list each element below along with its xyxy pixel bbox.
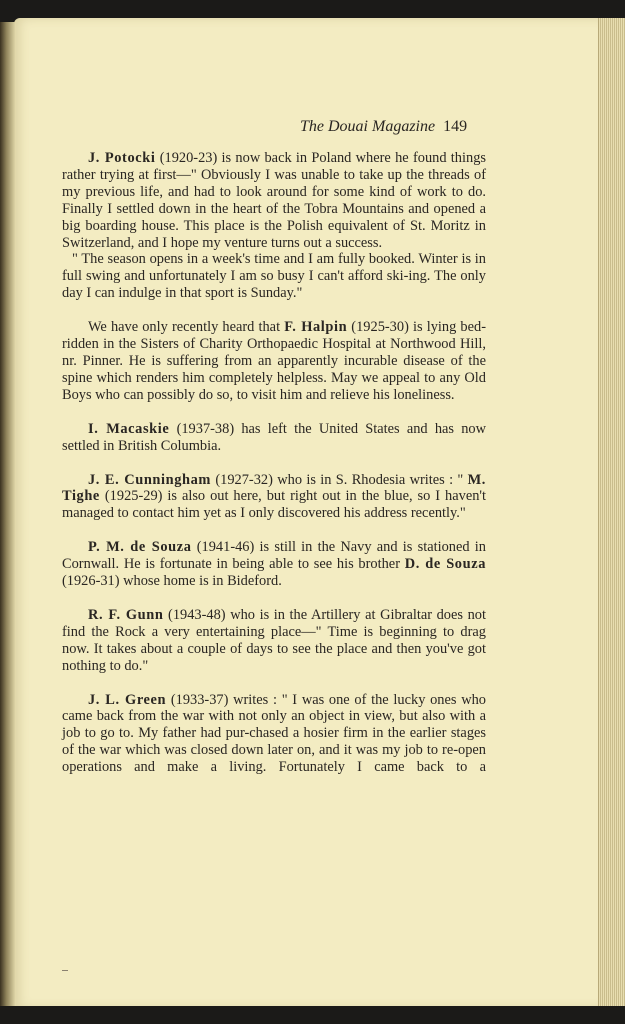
person-name: I. Macaskie (88, 420, 170, 437)
person-name: M. Tighe (62, 471, 486, 505)
paragraph-text: (1943-48) who is in the Artillery at Gibraltar does not find the Rock a very entertaining place—" Time is beginning to drag now. It takes about a couple of days to see the place and then you've got nothing to do." (62, 606, 486, 674)
paragraph-text: (1937-38) has left the United States and has now settled in British Columbia. (62, 420, 486, 454)
paragraph-halpin (62, 319, 486, 404)
bottom-background (0, 1006, 625, 1024)
paragraph-cunningham (62, 472, 486, 523)
paragraph-text: (1920-23) is now back in Poland where he found things rather trying at first—" Obviously I was unable to take up the threads of my previous life, and had to look around for some kind of work to do. Finally I settled down in the heart of the Tobra Mountains and opened a big boarding house. This place is the Polish equivalent of St. Moritz in Switzerland, and I hope my venture turns out a success. (62, 150, 486, 251)
paragraph-text: (1927-32) who is in S. Rhodesia writes : " (211, 471, 468, 488)
paragraph-potocki-continued (62, 251, 486, 302)
article-body (62, 150, 486, 793)
paragraph-green (62, 692, 486, 777)
person-name: R. F. Gunn (88, 606, 164, 623)
person-name: P. M. de Souza (88, 539, 192, 556)
paragraph-text: (1926-31) whose home is in Bideford. (62, 573, 282, 590)
paragraph-text: (1925-29) is also out here, but right out in the blue, so I haven't managed to contact him yet as I only discovered his address recently." (62, 488, 486, 522)
person-name: J. Potocki (88, 150, 156, 166)
page-left-edge-shadow (0, 22, 16, 1007)
person-name: J. E. Cunningham (88, 471, 212, 488)
paragraph-text: (1933-37) writes : " I was one of the lucky ones who came back from the war with not only an object in view, but also with a job to go to. My father had pur-chased a hosier firm in the earlier stages of the war which was closed down later on, and it was my job to re-open operations and make a living. Fortunately I came back to a (62, 691, 486, 776)
page-speck (62, 970, 68, 971)
page-stack-edge (598, 18, 625, 1008)
person-name: J. L. Green (88, 691, 167, 708)
paragraph-de-souza (62, 539, 486, 590)
paragraph-potocki (62, 150, 486, 251)
paragraph-text: (1925-30) is lying bed-ridden in the Sisters of Charity Orthopaedic Hospital at Northwood Hill, nr. Pinner. He is suffering from an apparently incurable disease of the spine which renders him completely helpless. May we appeal to any Old Boys who can possibly do so, to visit him and relieve his loneliness. (62, 319, 486, 403)
paragraph-macaskie (62, 421, 486, 455)
paragraph-text: We have only recently heard that (88, 319, 285, 336)
person-name: D. de Souza (404, 556, 486, 573)
paragraph-text: " The season opens in a week's time and I am fully booked. Winter is in full swing and unfortunately I am so busy I can't afford ski-ing. The only day I can indulge in that sport is Sunday." (62, 251, 486, 302)
person-name: F. Halpin (284, 319, 348, 336)
paragraph-text: (1941-46) is still in the Navy and is stationed in Cornwall. He is fortunate in being able to see his brother (62, 539, 486, 573)
page-number: 149 (443, 118, 468, 135)
magazine-title: The Douai Magazine (300, 118, 436, 135)
running-header (300, 118, 490, 136)
paragraph-gunn (62, 607, 486, 675)
